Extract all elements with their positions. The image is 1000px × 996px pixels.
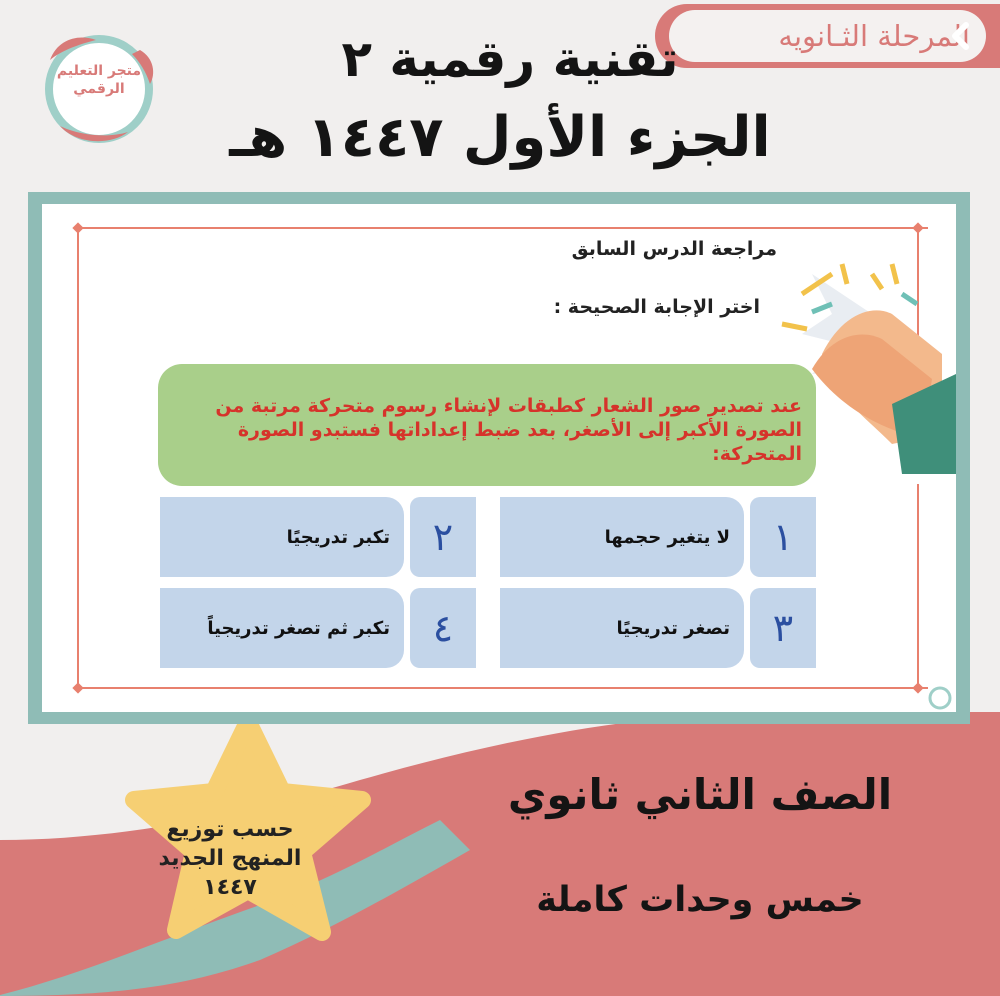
option-4[interactable]: [160, 588, 474, 668]
question-box: [158, 364, 816, 486]
option-3-number: ٣: [750, 588, 816, 668]
option-4-text: تكبر ثم تصغر تدريجياً: [207, 617, 390, 639]
title-line2: الجزء الأول ١٤٤٧ هـ: [229, 105, 771, 170]
option-4-label: [160, 588, 404, 668]
option-1-number: ١: [750, 497, 816, 577]
option-3[interactable]: [500, 588, 816, 668]
units-subtitle: خمس وحدات كاملة: [536, 880, 864, 920]
chevron-left-icon: [948, 22, 976, 50]
title-line1: تقنية رقمية ٢: [341, 30, 679, 88]
instruction: اختر الإجابة الصحيحة :: [553, 296, 760, 318]
option-2[interactable]: [160, 497, 474, 577]
star-line1: حسب توزيع: [166, 817, 294, 842]
option-1[interactable]: [500, 497, 816, 577]
option-3-label: [500, 588, 744, 668]
star-text: [120, 815, 340, 902]
option-2-number: ٢: [410, 497, 476, 577]
question-text: عند تصدير صور الشعار كطبقات لإنشاء رسوم متحركة مرتبة من الصورة الأكبر إلى الأصغر، بعد ضبط إعداداتها فستبدو الصورة المتحركة:: [215, 395, 802, 465]
stage-label: المرحلة الثـانويه: [778, 19, 970, 53]
option-1-label: [500, 497, 744, 577]
grade-title: الصف الثاني ثانوي: [507, 770, 893, 819]
logo-text-line1: متجر التعليم: [56, 63, 142, 79]
option-2-label: [160, 497, 404, 577]
logo-text: [55, 62, 143, 98]
option-1-text: لا يتغير حجمها: [604, 526, 730, 548]
review-title: مراجعة الدرس السابق: [571, 238, 777, 260]
star-line3: ١٤٤٧: [203, 875, 257, 900]
option-2-text: تكبر تدريجيًا: [286, 526, 390, 548]
option-4-number: ٤: [410, 588, 476, 668]
option-3-text: تصغر تدريجيًا: [616, 617, 730, 639]
slide: [42, 204, 956, 712]
star-line2: المنهج الجديد: [158, 846, 302, 871]
logo-text-line2: الرقمي: [73, 81, 125, 97]
